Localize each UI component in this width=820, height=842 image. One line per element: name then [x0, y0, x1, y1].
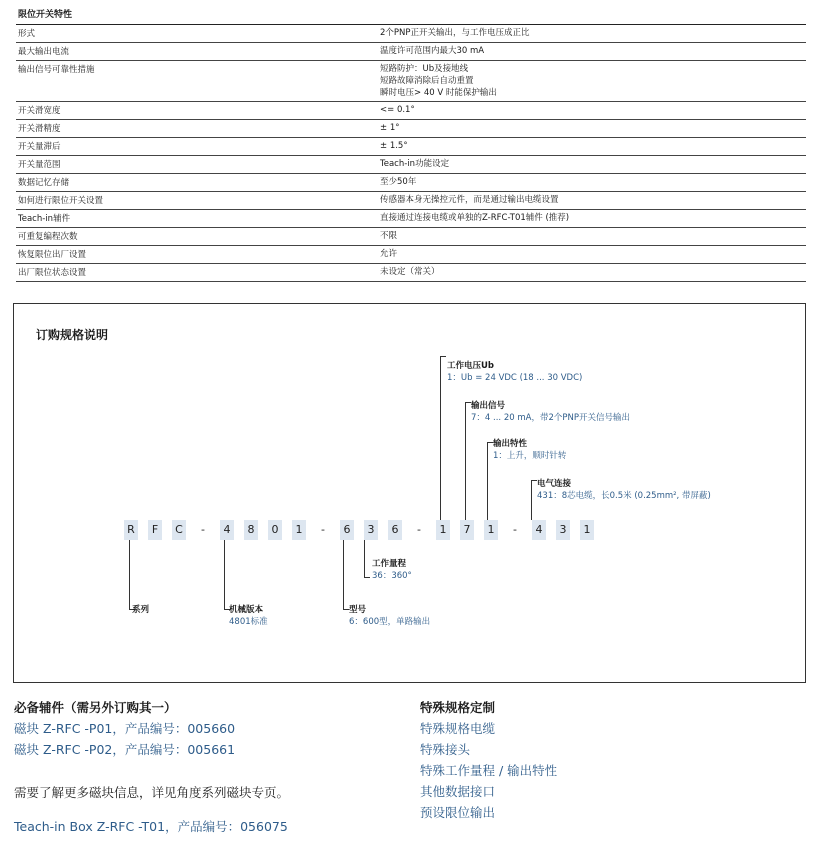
connector-output-char [487, 442, 488, 520]
code-digit: 1 [580, 520, 594, 540]
code-digit: 0 [268, 520, 282, 540]
custom-item: 特殊工作量程 / 输出特性 [420, 763, 558, 778]
code-digit: 4 [532, 520, 546, 540]
spec-value-line: 瞬时电压> 40 V 时能保护输出 [380, 88, 497, 98]
code-digit: 8 [244, 520, 258, 540]
teach-in-box: Teach-in Box Z-RFC -T01，产品编号：056075 [14, 819, 288, 834]
spec-label: 出厂限位状态设置 [18, 268, 87, 278]
spec-value-line: 温度许可范围内最大30 mA [380, 46, 485, 56]
spec-value [380, 194, 559, 206]
connector-voltage-tick [440, 356, 446, 357]
code-separator: - [321, 523, 325, 536]
spec-value-line: 未设定（常关） [380, 267, 440, 277]
code-digit: F [148, 520, 162, 540]
code-digit: 6 [388, 520, 402, 540]
spec-row [16, 246, 806, 264]
spec-label: 恢复限位出厂设置 [18, 250, 87, 260]
spec-value-line: ± 1° [380, 123, 400, 133]
spec-row [16, 228, 806, 246]
spec-value [380, 176, 416, 188]
spec-row [16, 264, 806, 282]
spec-value-line: 短路防护：Ub及接地线 [380, 64, 469, 74]
spec-row [16, 25, 806, 43]
custom-item: 特殊规格电缆 [420, 721, 496, 736]
label-connection: 电气连接 431：8芯电缆，长0.5米 (0.25mm², 带屏蔽) [537, 479, 711, 501]
label-series: 系列 [132, 605, 150, 615]
code-digit: 3 [364, 520, 378, 540]
spec-value-line: 不限 [380, 231, 398, 241]
spec-label: 数据记忆存储 [18, 178, 70, 188]
spec-value [380, 63, 497, 99]
code-digit: 3 [556, 520, 570, 540]
spec-label: 如何进行限位开关设置 [18, 196, 104, 206]
connector-series [129, 540, 130, 610]
code-digit: C [172, 520, 186, 540]
spec-label: 可重复编程次数 [18, 232, 78, 242]
label-voltage: 工作电压Ub 1：Ub = 24 VDC (18 ... 30 VDC) [447, 361, 583, 383]
accessories-block [14, 697, 235, 760]
spec-value-line: 传感器本身无操控元件，而是通过输出电缆设置 [380, 195, 559, 205]
spec-label: 形式 [18, 29, 36, 39]
label-range: 工作量程 36：360° [372, 559, 412, 581]
spec-label: Teach-in辅件 [18, 214, 71, 224]
spec-value [380, 212, 569, 224]
connector-voltage [440, 356, 441, 520]
custom-item: 其他数据接口 [420, 784, 496, 799]
spec-label: 开关量滞后 [18, 142, 61, 152]
accessories-title: 必备辅件（需另外订购其一） [14, 700, 177, 715]
spec-value-line: 允许 [380, 249, 398, 259]
spec-row [16, 43, 806, 61]
spec-rows [16, 25, 806, 282]
code-digit: 6 [340, 520, 354, 540]
spec-row [16, 156, 806, 174]
spec-row [16, 174, 806, 192]
custom-item: 预设限位输出 [420, 805, 496, 820]
ordering-box [13, 303, 806, 683]
spec-row [16, 138, 806, 156]
spec-value-line: 2个PNP正开关输出，与工作电压成正比 [380, 28, 530, 38]
spec-value-line: 短路故障消除后自动重置 [380, 76, 474, 86]
code-digit: 1 [292, 520, 306, 540]
connector-mech [224, 540, 225, 610]
code-separator: - [201, 523, 205, 536]
spec-value [380, 27, 530, 39]
code-separator: - [417, 523, 421, 536]
spec-row [16, 210, 806, 228]
spec-value [380, 122, 399, 134]
spec-label: 开关量范围 [18, 160, 61, 170]
spec-row [16, 120, 806, 138]
label-model: 型号 6：600型，单路输出 [349, 605, 431, 627]
spec-value-line: 至少50年 [380, 177, 417, 187]
connector-model [343, 540, 344, 610]
spec-value-line: <= 0.1° [380, 105, 415, 115]
spec-value-line: 直接通过连接电缆或单独的Z-RFC-T01辅件 (推荐) [380, 213, 570, 223]
spec-label: 开关滑精度 [18, 124, 61, 134]
code-digit: 7 [460, 520, 474, 540]
connector-output-signal [465, 402, 466, 520]
ordering-title: 订购规格说明 [36, 328, 109, 342]
label-mech: 机械版本 4801标准 [229, 605, 268, 627]
spec-value [380, 45, 484, 57]
connector-connection [531, 480, 532, 520]
connector-range-tick [364, 577, 370, 578]
code-digit: 1 [484, 520, 498, 540]
accessory-item: 磁块 Z-RFC -P01，产品编号：005660 [14, 721, 236, 736]
custom-block [420, 697, 557, 823]
spec-value-line: ± 1.5° [380, 141, 408, 151]
spec-label: 开关滑宽度 [18, 106, 61, 116]
custom-item: 特殊接头 [420, 742, 471, 757]
code-digit: 4 [220, 520, 234, 540]
code-digit: 1 [436, 520, 450, 540]
spec-row [16, 102, 806, 120]
spec-value [380, 230, 397, 242]
label-output-char: 输出特性 1：上升，顺时针转 [493, 439, 567, 461]
custom-title: 特殊规格定制 [420, 700, 496, 715]
spec-value [380, 158, 449, 170]
spec-table [16, 6, 806, 282]
spec-value [380, 140, 408, 152]
spec-value [380, 248, 397, 260]
spec-row [16, 61, 806, 102]
spec-value [380, 104, 415, 116]
spec-value-line: Teach-in功能设定 [380, 159, 450, 169]
connector-range [364, 540, 365, 578]
spec-label: 最大输出电流 [18, 47, 70, 57]
label-output-signal: 输出信号 7：4 ... 20 mA，带2个PNP开关信号输出 [471, 401, 630, 423]
code-separator: - [513, 523, 517, 536]
magnet-note: 需要了解更多磁块信息，详见角度系列磁块专页。 [14, 785, 290, 800]
spec-value [380, 266, 440, 278]
accessory-item: 磁块 Z-RFC -P02，产品编号：005661 [14, 742, 236, 757]
spec-table-title: 限位开关特性 [16, 6, 806, 25]
spec-row [16, 192, 806, 210]
code-digit: R [124, 520, 138, 540]
spec-label: 输出信号可靠性措施 [18, 65, 95, 75]
